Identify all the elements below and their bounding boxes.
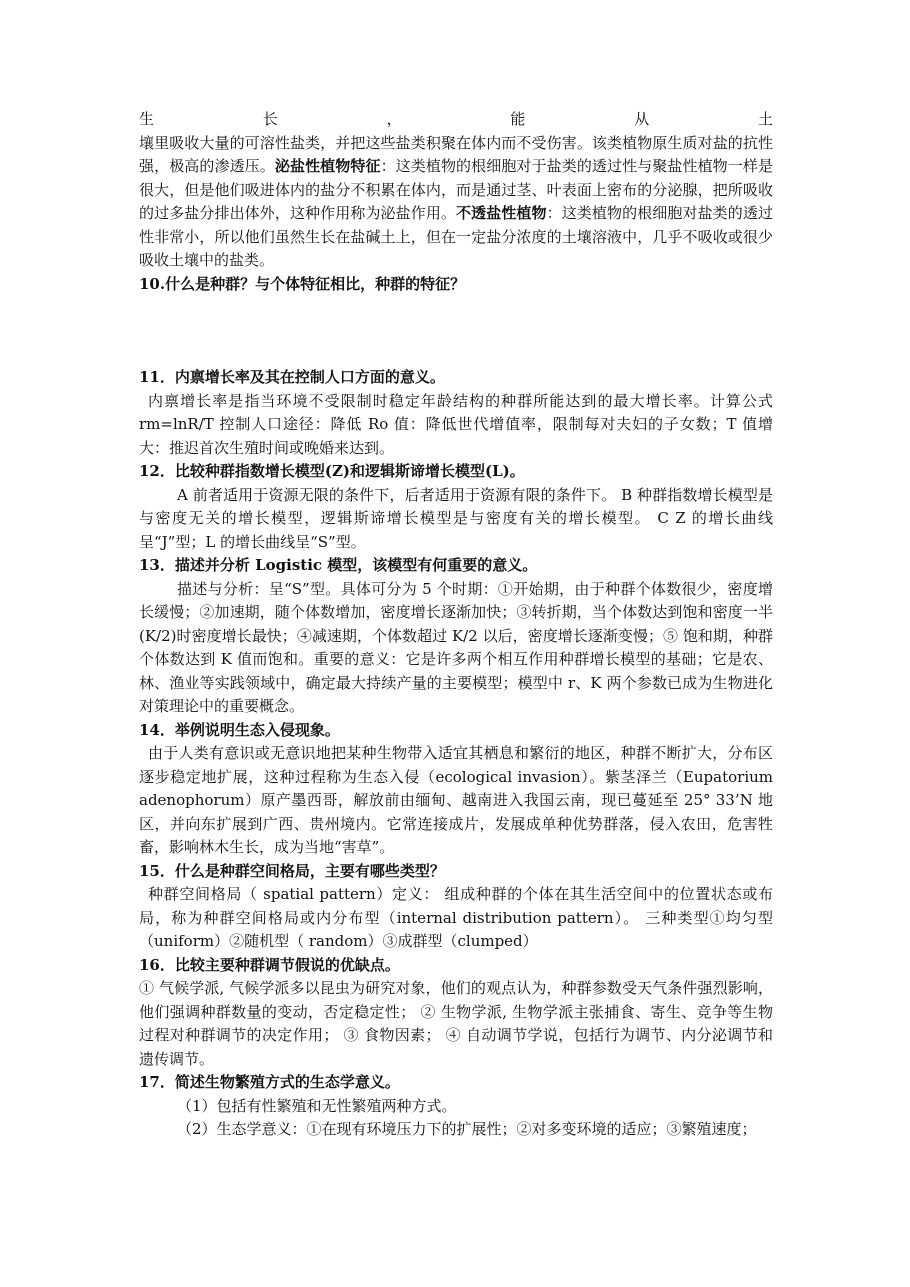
intro-text-a: 壤里吸收大量的可溶性盐类，并把这些盐类积聚在体内而不受伤害。该类植物原生质对盐的抗性强，极高的渗透压。 <box>139 133 773 175</box>
question-17-heading: 17．简述生物繁殖方式的生态学意义。 <box>139 1073 400 1091</box>
question-15-heading: 15．什么是种群空间格局，主要有哪些类型？ <box>139 861 445 880</box>
blank-answer-space <box>139 296 773 366</box>
answer-15: 种群空间格局（ spatial pattern）定义： 组成种群的个体在其生活空间中的位置状态或布局，称为种群空间格局或内分布型（internal distribution pattern）。 三种类型①均匀型（uniform）②随机型（ random）③成群型（clumped） <box>139 885 773 950</box>
intro-first-line: 生长，能从土 <box>139 110 773 128</box>
intro-text-c: ：这类植物的根细胞对盐类的透过性非常小，所以他们虽然生长在盐碱土上，但在一定盐分浓度的土壤溶液中，几乎不吸收或很少吸收土壤中的盐类。 <box>139 204 773 269</box>
question-12-heading: 12．比较种群指数增长模型(Z)和逻辑斯谛增长模型(L)。 <box>139 462 525 480</box>
intro-text-b: ：这类植物的根细胞对于盐类的透过性与聚盐性植物一样是很大，但是他们吸进体内的盐分不积累在体内，而是通过茎、叶表面上密布的分泌腺，把所吸收的过多盐分排出体外，这种作用称为泌盐作用。 <box>139 157 773 222</box>
salt-impermeable-term: 不透盐性植物 <box>456 204 547 222</box>
answer-11: 内禀增长率是指当环境不受限制时稳定年龄结构的种群所能达到的最大增长率。计算公式 rm=lnR/T 控制人口途径：降低 Ro 值：降低世代增值率，限制每对夫妇的子女数；T 值增大：推迟首次生殖时间或晚婚来达到。 <box>139 391 773 457</box>
document-page <box>139 108 773 1142</box>
answer-17-point-2: （2）生态学意义：①在现有环境压力下的扩展性；②对多变环境的适应；③繁殖速度； <box>177 1120 757 1138</box>
question-13-heading: 13．描述并分析 Logistic 模型，该模型有何重要的意义。 <box>139 556 538 574</box>
answer-17-point-1: （1）包括有性繁殖和无性繁殖两种方式。 <box>177 1096 457 1115</box>
question-14-heading: 14．举例说明生态入侵现象。 <box>139 720 340 739</box>
answer-16: ① 气候学派, 气候学派多以昆虫为研究对象，他们的观点认为，种群参数受天气条件强烈影响，他们强调种群数量的变动，否定稳定性； ② 生物学派, 生物学派主张捕食、寄生、竞争等生物过程对种群调节的决定作用； ③ 食物因素； ④ 自动调节学说，包括行为调节、内分泌调节和遗传调节。 <box>139 979 773 1068</box>
question-10-heading: 10.什么是种群？与个体特征相比，种群的特征？ <box>139 274 466 293</box>
salt-plants-paragraph <box>139 132 773 273</box>
salt-secreting-term: 泌盐性植物特征 <box>274 157 381 175</box>
answer-13: 描述与分析：呈“S”型。具体可分为 5 个时期：①开始期，由于种群个体数很少，密度增长缓慢；②加速期，随个体数增加，密度增长逐渐加快；③转折期，当个体数达到饱和密度一半(K/2)时密度增长最快；④减速期，个体数超过 K/2 以后，密度增长逐渐变慢；⑤ 饱和期，种群个体数达到 K 值而饱和。重要的意义：它是许多两个相互作用种群增长模型的基础；它是农、林、渔业等实践领域中，确定最大持续产量的主要模型；模型中 r、K 两个参数已成为生物进化对策理论中的重要概念。 <box>139 579 773 715</box>
answer-12: A 前者适用于资源无限的条件下，后者适用于资源有限的条件下。 B 种群指数增长模型是与密度无关的增长模型，逻辑斯谛增长模型是与密度有关的增长模型。 C Z 的增长曲线呈“J”型；L 的增长曲线呈“S”型。 <box>139 485 773 551</box>
question-11-heading: 11．内禀增长率及其在控制人口方面的意义。 <box>139 368 445 386</box>
question-16-heading: 16．比较主要种群调节假说的优缺点。 <box>139 955 400 974</box>
answer-14: 由于人类有意识或无意识地把某种生物带入适宜其栖息和繁衍的地区，种群不断扩大，分布区逐步稳定地扩展，这种过程称为生态入侵（ecological invasion）。紫茎泽兰（Eupatorium adenophorum）原产墨西哥，解放前由缅甸、越南进入我国云南，现已蔓延至 25° 33’N 地区，并向东扩展到广西、贵州境内。它常连接成片，发展成单种优势群落，侵入农田，危害牲畜，影响林木生长，成为当地“害草”。 <box>139 744 773 856</box>
